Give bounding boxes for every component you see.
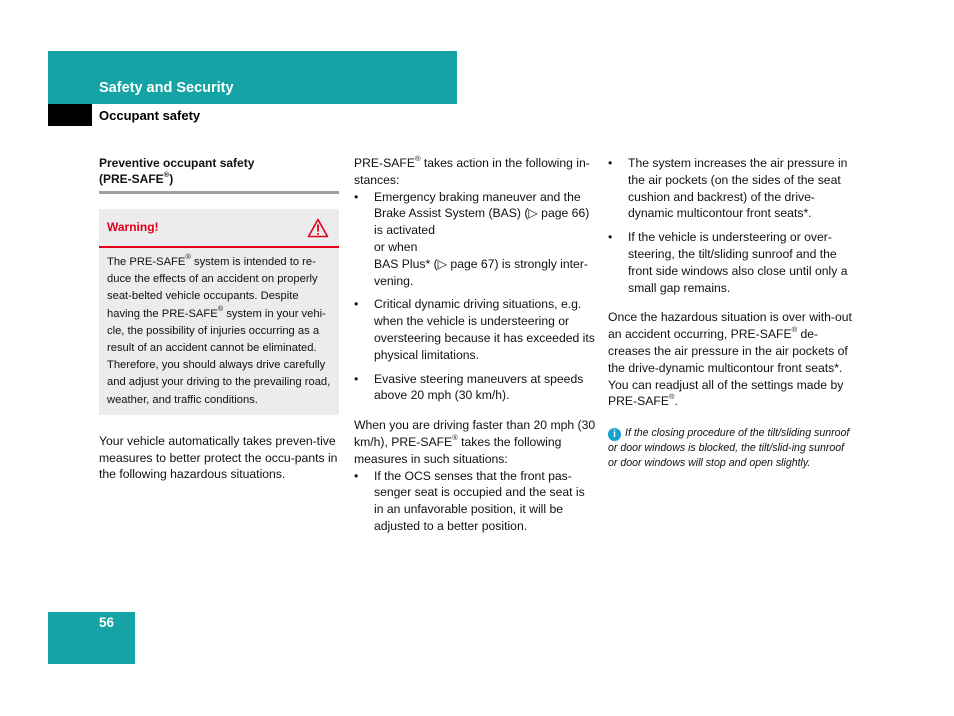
speed-paragraph: [354, 417, 596, 467]
column-3: [608, 155, 852, 471]
page-number: 56: [99, 615, 115, 630]
recovery-text: de-creases the air pressure in the air pockets of the drive-dynamic multicontour front seats*. You can readjust all of the settings made by PRE-SAFE: [608, 327, 848, 409]
list-item: • Evasive steering maneuvers at speeds above 20 mph (30 km/h).: [354, 371, 596, 405]
list-item: • If the vehicle is understeering or over-steering, the tilt/sliding sunroof and the front side windows also close until only a small gap remains.: [608, 229, 852, 296]
warning-box: [99, 209, 339, 415]
actions-intro: [354, 155, 596, 189]
warning-text-part: system in your vehi-cle, the possibility of injuries occurring as a result of an accident cannot be eliminated. Therefore, you should always drive carefully and adjust your driving to the prevailing road, weather, and traffic conditions.: [107, 307, 331, 406]
warning-header: [99, 209, 339, 248]
intro-text: PRE-SAFE: [354, 156, 415, 170]
intro-text: takes action in the following in-stances:: [354, 156, 590, 187]
measures-list: [354, 468, 596, 535]
column-1: [99, 155, 339, 483]
recovery-text: Once the hazardous situation is over with-out an accident occurring, PRE-SAFE: [608, 310, 852, 342]
list-item-text: or when: [374, 239, 418, 254]
info-note-text: If the closing procedure of the tilt/sliding sunroof or door windows is blocked, the tilt/slid-ing sunroof or door windows will stop and open slightly.: [608, 427, 850, 470]
registered-mark: ®: [791, 325, 798, 335]
warning-text: [99, 248, 339, 415]
speed-text: When you are driving faster than 20 mph (30 km/h), PRE-SAFE: [354, 418, 596, 449]
list-item: • If the OCS senses that the front pas-senger seat is occupied and the seat is in an unfavorable position, it will be adjusted to a better position.: [354, 468, 596, 535]
section-title: Safety and Security: [99, 80, 234, 96]
list-item-text: Emergency braking maneuver and the Brake Assist System (BAS) (▷ page 66) is activated: [374, 189, 590, 238]
subsection-title: Occupant safety: [99, 108, 201, 123]
registered-mark: ®: [217, 303, 224, 313]
warning-label: Warning!: [107, 220, 159, 235]
list-item-text: BAS Plus* (▷ page 67) is strongly inter-vening.: [374, 256, 588, 288]
measures-list-continued: [608, 155, 852, 296]
heading-line-2-post: ): [169, 172, 174, 186]
speed-text: takes the following measures in such situations:: [354, 434, 562, 466]
section-heading: [99, 155, 339, 194]
list-item: • Critical dynamic driving situations, e.g. when the vehicle is understeering or oversteering because it has exceeded its physical limitations.: [354, 296, 596, 363]
heading-line-2-pre: (PRE-SAFE: [99, 172, 164, 186]
heading-line-1: Preventive occupant safety: [99, 156, 255, 170]
column-2: [354, 155, 596, 535]
info-icon: i: [608, 428, 621, 441]
recovery-text: .: [674, 394, 678, 409]
warning-triangle-icon: [307, 218, 329, 238]
recovery-paragraph: [608, 309, 852, 410]
list-item: [354, 189, 596, 290]
page-number-box: [48, 612, 135, 664]
registered-mark: ®: [163, 170, 170, 179]
registered-mark: ®: [668, 392, 675, 402]
header-band: [48, 51, 457, 104]
registered-mark: ®: [414, 153, 421, 163]
warning-text-part: The PRE-SAFE: [107, 256, 186, 268]
list-item: • The system increases the air pressure in the air pockets (on the sides of the seat cushion and backrest) of the drive-dynamic multicontour front seats*.: [608, 155, 852, 222]
trigger-list: [354, 189, 596, 405]
registered-mark: ®: [452, 432, 458, 442]
info-note: [608, 426, 852, 471]
registered-mark: ®: [185, 252, 191, 262]
intro-paragraph: Your vehicle automatically takes preven-tive measures to better protect the occu-pants in the following hazardous situations.: [99, 433, 338, 482]
warning-text-part: system is intended to re-duce the effects of an accident on properly seat-belted vehicle occupants. Despite having the PRE-SAFE: [107, 256, 318, 320]
section-tab-marker: [48, 104, 92, 126]
